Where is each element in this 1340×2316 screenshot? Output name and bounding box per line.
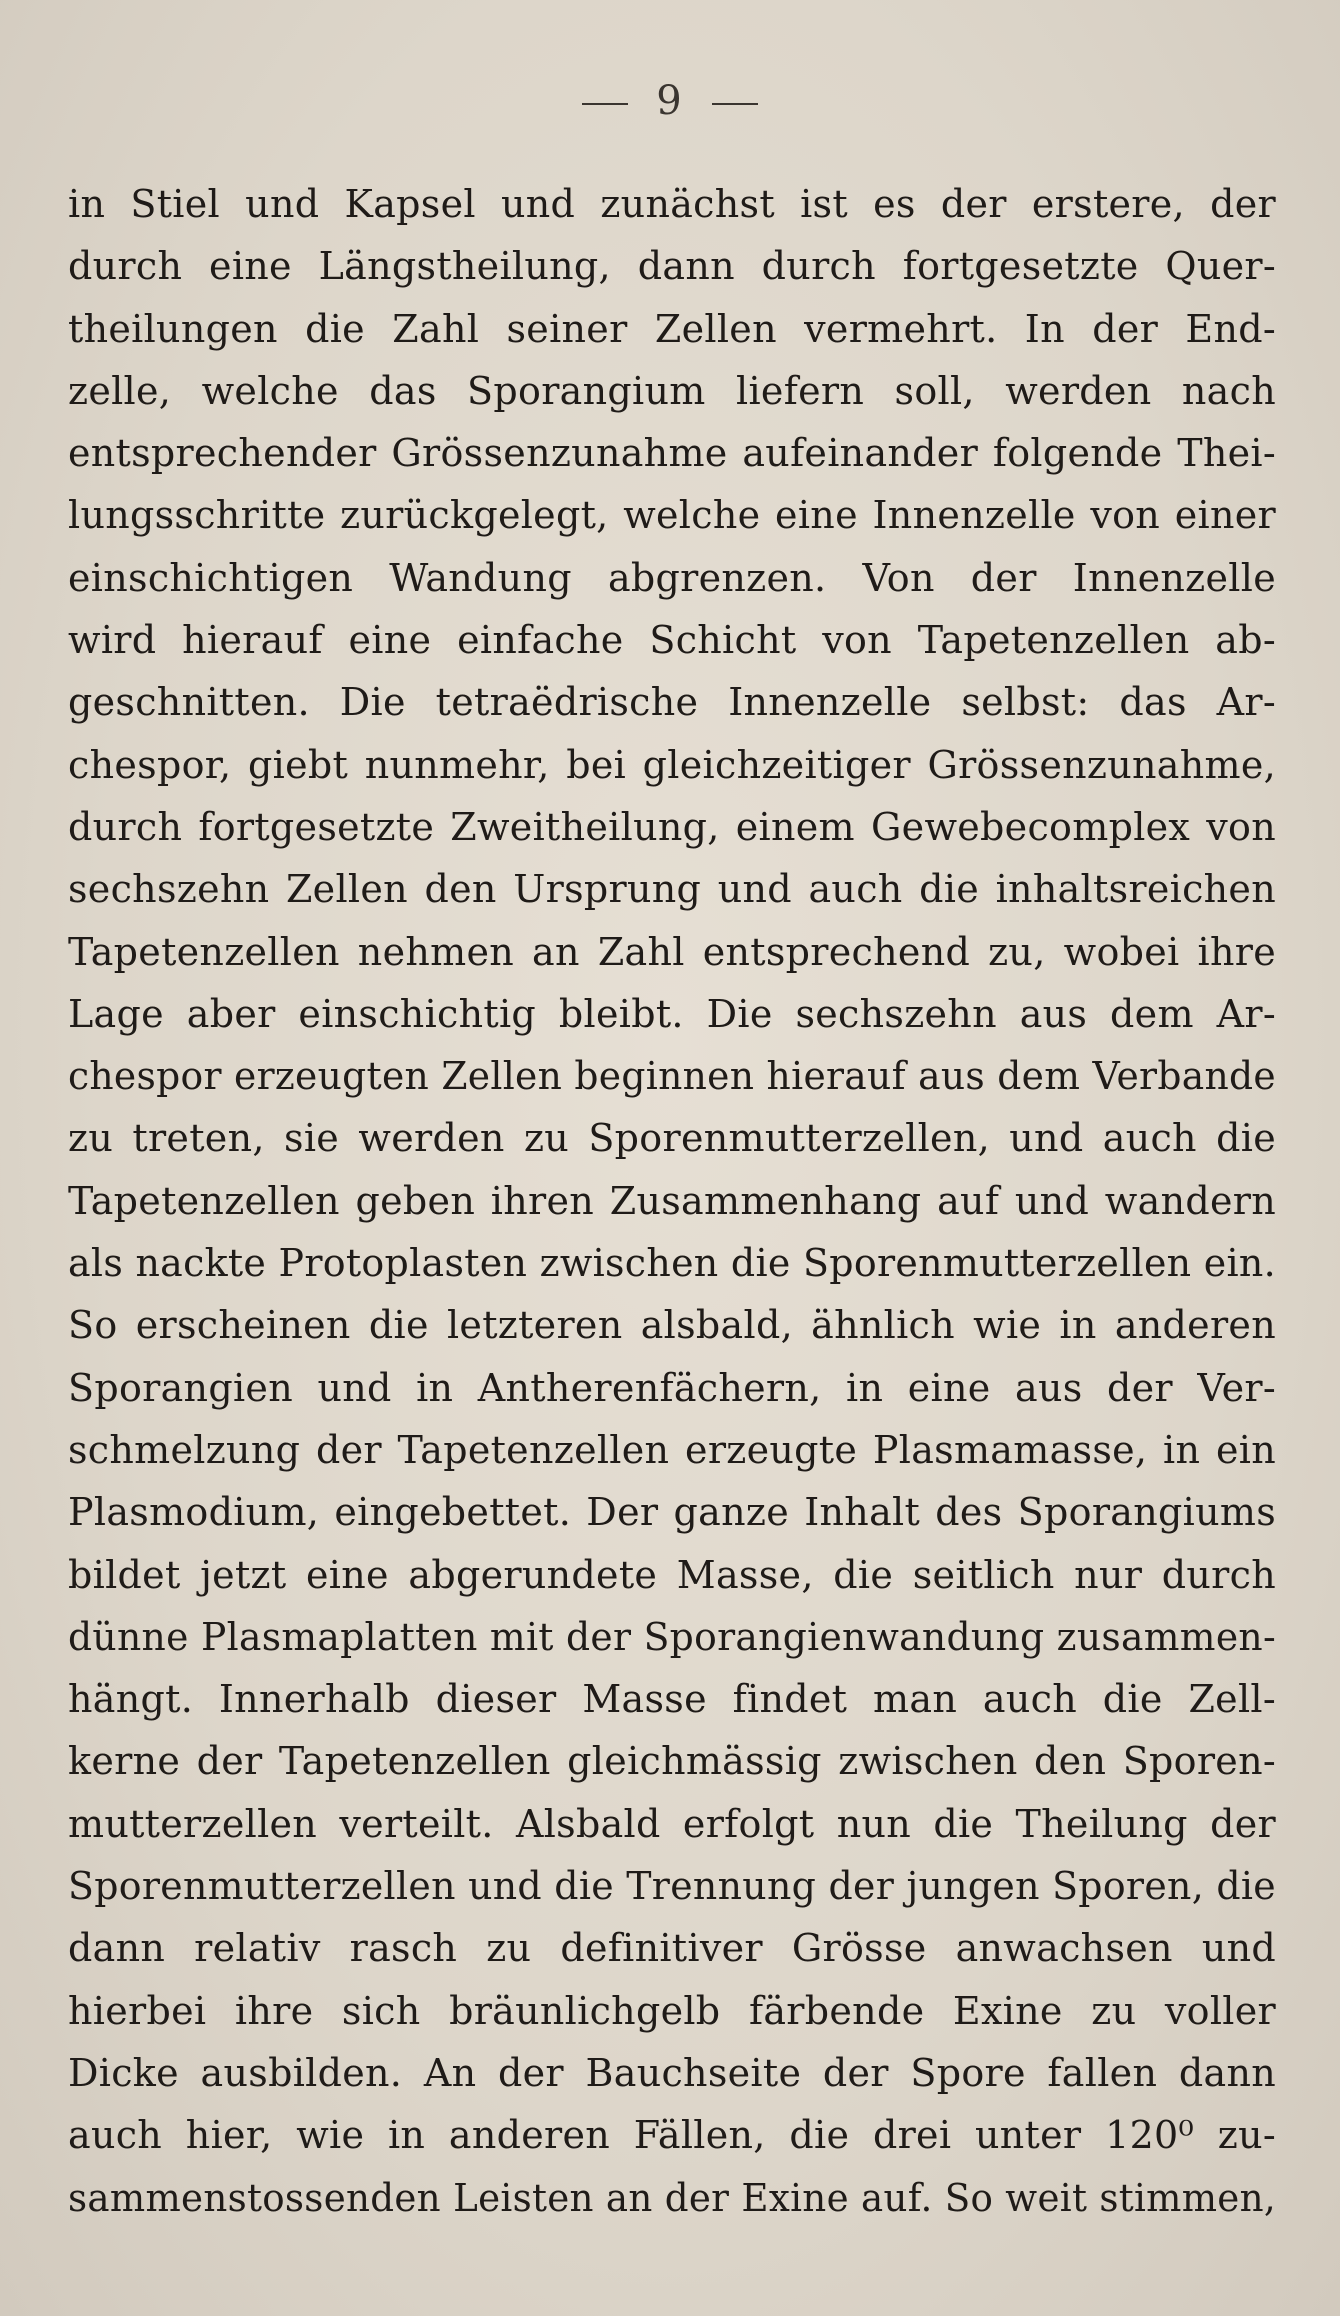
text-line: chespor erzeugten Zellen beginnen hierauf aus dem Verbande	[68, 1054, 1276, 1099]
text-line: Tapetenzellen geben ihren Zusammenhang auf und wandern	[68, 1178, 1276, 1223]
text-line: wird hierauf eine einfache Schicht von Tapetenzellen ab-	[68, 618, 1276, 663]
text-line: chespor, giebt nunmehr, bei gleichzeitiger Grössenzunahme,	[68, 742, 1276, 787]
body-text	[68, 173, 1276, 2229]
text-line: mutterzellen verteilt. Alsbald erfolgt nun die Theilung der	[68, 1801, 1276, 1846]
text-line: dann relativ rasch zu definitiver Grösse anwachsen und	[68, 1926, 1276, 1971]
text-line: So erscheinen die letzteren alsbald, ähnlich wie in anderen	[68, 1303, 1276, 1348]
text-line: in Stiel und Kapsel und zunächst ist es der erstere, der	[68, 182, 1276, 226]
text-line: hierbei ihre sich bräunlichgelb färbende Exine zu voller	[68, 1988, 1276, 2033]
text-line: lungsschritte zurückgelegt, welche eine Innenzelle von einer	[68, 493, 1276, 538]
text-line: Tapetenzellen nehmen an Zahl entsprechend zu, wobei ihre	[68, 929, 1276, 974]
text-line: dünne Plasmaplatten mit der Sporangienwandung zusammen-	[68, 1614, 1276, 1659]
text-line: durch eine Längstheilung, dann durch fortgesetzte Quer-	[68, 244, 1276, 289]
text-line: als nackte Protoplasten zwischen die Sporenmutterzellen ein.	[68, 1241, 1276, 1286]
text-line: hängt. Innerhalb dieser Masse findet man auch die Zell-	[68, 1677, 1276, 1722]
text-line: auch hier, wie in anderen Fällen, die drei unter 120⁰ zu-	[68, 2113, 1276, 2158]
page-header	[0, 78, 1340, 124]
text-line: einschichtigen Wandung abgrenzen. Von der Innenzelle	[68, 555, 1276, 600]
text-line: Sporenmutterzellen und die Trennung der jungen Sporen, die	[68, 1864, 1276, 1909]
text-line: zelle, welche das Sporangium liefern soll, werden nach	[68, 368, 1276, 413]
text-line: sechszehn Zellen den Ursprung und auch die inhaltsreichen	[68, 867, 1276, 912]
text-line: durch fortgesetzte Zweitheilung, einem Gewebecomplex von	[68, 804, 1276, 849]
header-dash-left	[582, 103, 628, 105]
text-line: kerne der Tapetenzellen gleichmässig zwischen den Sporen-	[68, 1739, 1276, 1784]
text-line: schmelzung der Tapetenzellen erzeugte Plasmamasse, in ein	[68, 1427, 1276, 1472]
text-line: Dicke ausbilden. An der Bauchseite der Spore fallen dann	[68, 2050, 1276, 2095]
text-line: Sporangien und in Antherenfächern, in eine aus der Ver-	[68, 1365, 1276, 1410]
page-number: 9	[656, 78, 684, 124]
text-line: Lage aber einschichtig bleibt. Die sechszehn aus dem Ar-	[68, 991, 1276, 1036]
text-line: bildet jetzt eine abgerundete Masse, die seitlich nur durch	[68, 1552, 1276, 1597]
text-line: entsprechender Grössenzunahme aufeinander folgende Thei-	[68, 431, 1276, 476]
text-line: geschnitten. Die tetraëdrische Innenzelle selbst: das Ar-	[68, 680, 1276, 725]
text-line: zu treten, sie werden zu Sporenmutterzellen, und auch die	[68, 1116, 1276, 1161]
header-dash-right	[712, 103, 758, 105]
text-line: sammenstossenden Leisten an der Exine auf. So weit stimmen,	[68, 2175, 1276, 2220]
text-line: theilungen die Zahl seiner Zellen vermehrt. In der End-	[68, 306, 1276, 351]
text-line: Plasmodium, eingebettet. Der ganze Inhalt des Sporangiums	[68, 1490, 1276, 1535]
